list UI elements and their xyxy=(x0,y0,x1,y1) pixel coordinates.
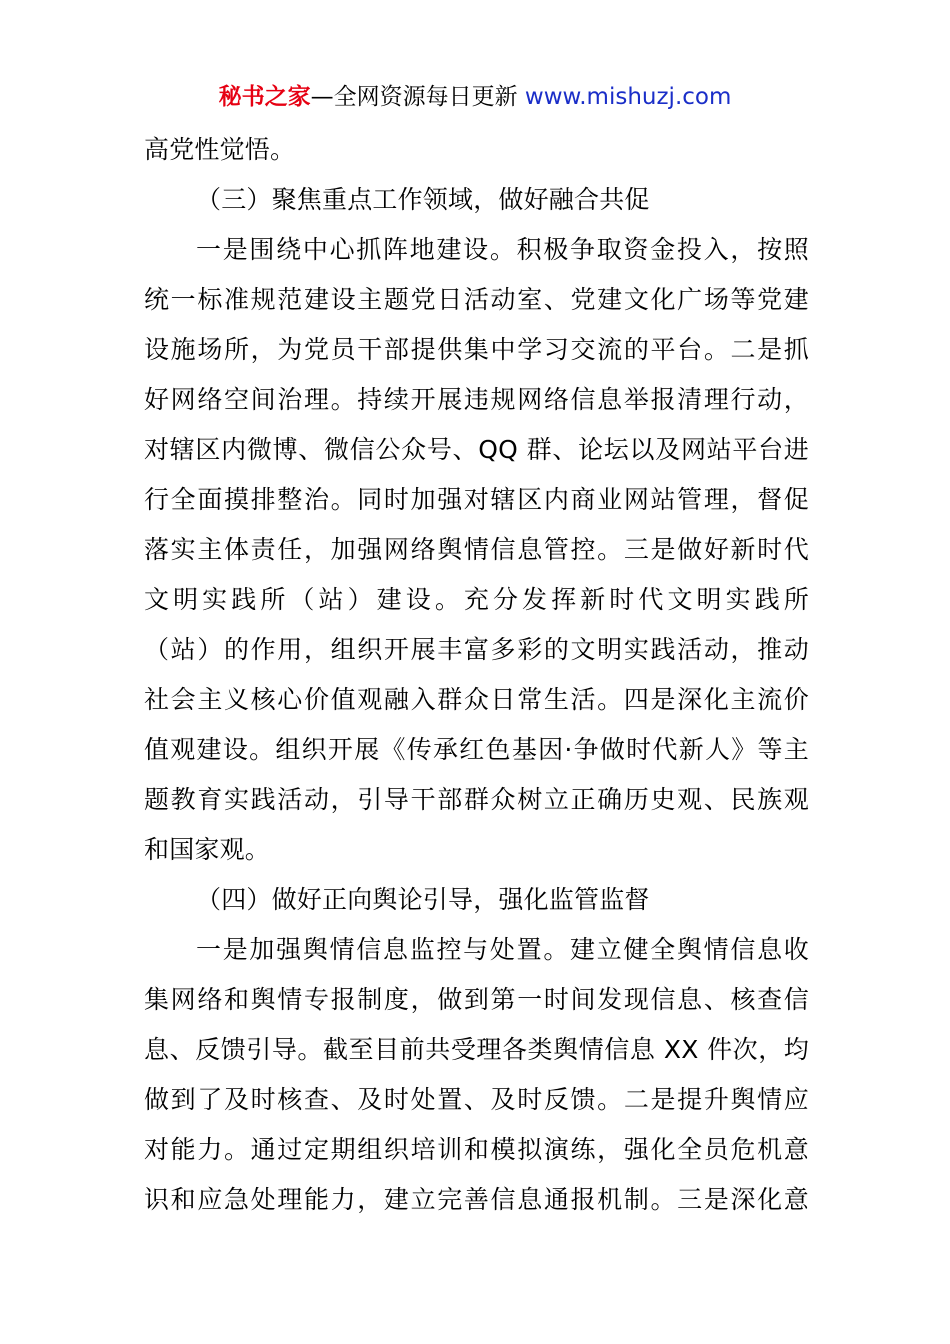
body-text-line: 高党性觉悟。 xyxy=(144,135,296,164)
body-text-line: 做到了及时核查、及时处置、及时反馈。二是提升舆情应 xyxy=(144,1085,809,1114)
site-brand: 秘书之家 xyxy=(218,84,311,110)
body-text-line: 落实主体责任，加强网络舆情信息管控。三是做好新时代 xyxy=(144,535,809,564)
body-text-line: （站）的作用，组织开展丰富多彩的文明实践活动，推动 xyxy=(144,635,809,664)
body-text-line: 值观建设。组织开展《传承红色基因·争做时代新人》等主 xyxy=(144,735,809,764)
body-text-line: 对辖区内微博、微信公众号、QQ 群、论坛以及网站平台进 xyxy=(144,435,809,464)
body-text-line: 行全面摸排整治。同时加强对辖区内商业网站管理，督促 xyxy=(144,485,809,514)
body-text-line: 一是加强舆情信息监控与处置。建立健全舆情信息收 xyxy=(196,935,809,964)
body-text-line: 社会主义核心价值观融入群众日常生活。四是深化主流价 xyxy=(144,685,809,714)
body-text-line: 对能力。通过定期组织培训和模拟演练，强化全员危机意 xyxy=(144,1135,809,1164)
site-tagline: —全网资源每日更新 xyxy=(310,84,525,110)
page-header xyxy=(0,80,950,114)
body-text-line: 题教育实践活动，引导干部群众树立正确历史观、民族观 xyxy=(144,785,809,814)
body-text-line: 文明实践所（站）建设。充分发挥新时代文明实践所 xyxy=(144,585,809,614)
body-text-line: 识和应急处理能力，建立完善信息通报机制。三是深化意 xyxy=(144,1185,809,1214)
body-text-line: 设施场所，为党员干部提供集中学习交流的平台。二是抓 xyxy=(144,335,809,364)
section-heading: （三）聚焦重点工作领域，做好融合共促 xyxy=(196,185,650,214)
body-text-line: 和国家观。 xyxy=(144,835,271,864)
body-text-line: 好网络空间治理。持续开展违规网络信息举报清理行动， xyxy=(144,385,809,414)
body-text-line: 一是围绕中心抓阵地建设。积极争取资金投入，按照 xyxy=(196,235,809,264)
body-text-line: 集网络和舆情专报制度，做到第一时间发现信息、核查信 xyxy=(144,985,809,1014)
section-heading: （四）做好正向舆论引导，强化监管监督 xyxy=(196,885,650,914)
document-body xyxy=(144,125,809,1225)
body-text-line: 统一标准规范建设主题党日活动室、党建文化广场等党建 xyxy=(144,285,809,314)
body-text-line: 息、反馈引导。截至目前共受理各类舆情信息 XX 件次，均 xyxy=(144,1035,809,1064)
site-url-link[interactable]: www.mishuzj.com xyxy=(524,84,732,110)
